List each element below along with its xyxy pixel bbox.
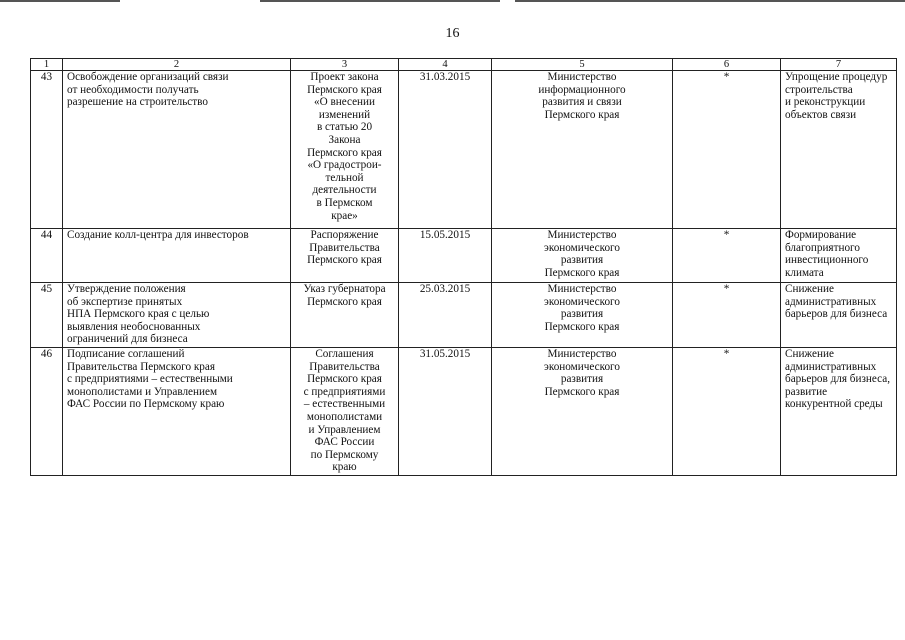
- column-header-5: 5: [492, 59, 673, 71]
- deadline-cell: 31.03.2015: [399, 71, 492, 229]
- column-header-4: 4: [399, 59, 492, 71]
- document-cell: Распоряжение Правительства Пермского края: [291, 229, 399, 283]
- document-cell: Указ губернатора Пермского края: [291, 283, 399, 348]
- row-number: 45: [31, 283, 63, 348]
- executor-cell: Министерство экономического развития Пермского края: [492, 348, 673, 476]
- column-header-2: 2: [63, 59, 291, 71]
- top-rule-left: [0, 0, 120, 2]
- column-header-3: 3: [291, 59, 399, 71]
- row-number: 44: [31, 229, 63, 283]
- row-number: 43: [31, 71, 63, 229]
- mark-cell: *: [673, 283, 781, 348]
- executor-cell: Министерство экономического развития Пермского края: [492, 229, 673, 283]
- column-header-6: 6: [673, 59, 781, 71]
- top-rule-right: [515, 0, 905, 2]
- result-cell: Формирование благоприятного инвестиционного климата: [781, 229, 897, 283]
- table-row: [31, 229, 897, 283]
- table-row: [31, 71, 897, 229]
- deadline-cell: 31.05.2015: [399, 348, 492, 476]
- executor-cell: Министерство экономического развития Пермского края: [492, 283, 673, 348]
- mark-cell: *: [673, 229, 781, 283]
- document-cell: Соглашения Правительства Пермского края с предприятиями – естественными монополистами и Управлением ФАС России по Пермскому краю: [291, 348, 399, 476]
- document-cell: Проект закона Пермского края «О внесении изменений в статью 20 Закона Пермского края «О градострои- тельной деятельности в Пермском крае»: [291, 71, 399, 229]
- measures-table: [30, 58, 897, 476]
- action-cell: Подписание соглашений Правительства Пермского края с предприятиями – естественными монополистами и Управлением ФАС России по Пермскому краю: [63, 348, 291, 476]
- mark-cell: *: [673, 71, 781, 229]
- page-number: 16: [445, 26, 460, 41]
- deadline-cell: 15.05.2015: [399, 229, 492, 283]
- mark-cell: *: [673, 348, 781, 476]
- action-cell: Освобождение организаций связи от необходимости получать разрешение на строительство: [63, 71, 291, 229]
- result-cell: Снижение административных барьеров для бизнеса, развитие конкурентной среды: [781, 348, 897, 476]
- table-row: [31, 348, 897, 476]
- result-cell: Упрощение процедур строительства и реконструкции объектов связи: [781, 71, 897, 229]
- top-rule-center: [260, 0, 500, 2]
- column-header-7: 7: [781, 59, 897, 71]
- column-header-1: 1: [31, 59, 63, 71]
- column-number-row: [31, 59, 897, 71]
- action-cell: Утверждение положения об экспертизе принятых НПА Пермского края с целью выявления необоснованных ограничений для бизнеса: [63, 283, 291, 348]
- result-cell: Снижение административных барьеров для бизнеса: [781, 283, 897, 348]
- deadline-cell: 25.03.2015: [399, 283, 492, 348]
- row-number: 46: [31, 348, 63, 476]
- table-row: [31, 283, 897, 348]
- executor-cell: Министерство информационного развития и связи Пермского края: [492, 71, 673, 229]
- action-cell: Создание колл-центра для инвесторов: [63, 229, 291, 283]
